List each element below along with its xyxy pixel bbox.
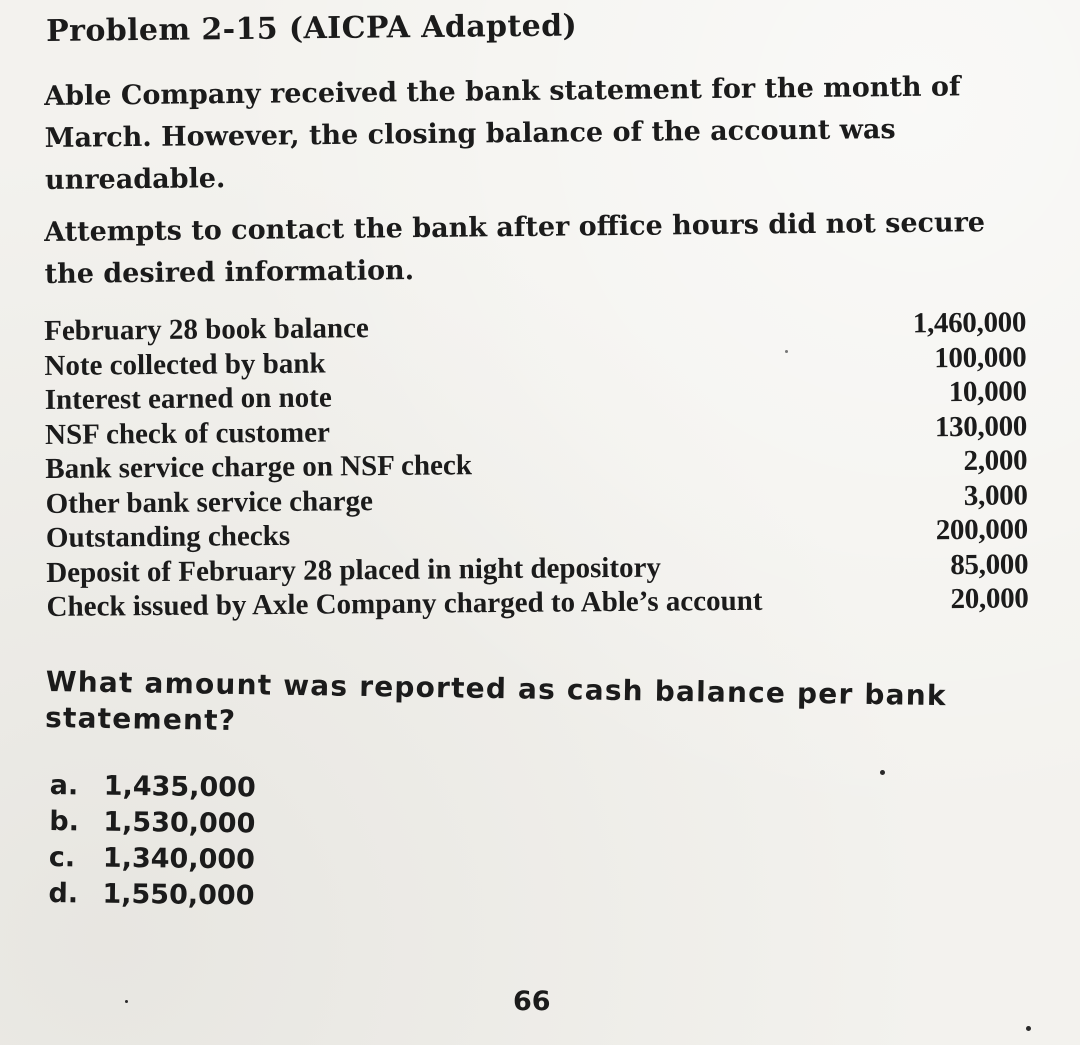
choice-value: 1,435,000 (103, 770, 256, 804)
intro-paragraph-2: Attempts to contact the bank after office hours did not secure the desired information. (44, 207, 986, 290)
item-label: Other bank service charge (45, 484, 374, 520)
data-items-list (44, 305, 1029, 624)
item-label: Bank service charge on NSF check (45, 449, 473, 485)
item-amount: 2,000 (963, 444, 1028, 477)
item-amount: 3,000 (963, 478, 1028, 512)
answer-choice-a (50, 768, 256, 807)
item-amount: 1,460,000 (912, 306, 1027, 340)
choice-value: 1,340,000 (102, 842, 256, 876)
item-amount: 100,000 (934, 340, 1027, 374)
print-speck (880, 770, 885, 775)
choice-value: 1,550,000 (102, 878, 255, 912)
choice-letter: b. (49, 805, 80, 838)
print-speck (125, 1000, 128, 1003)
page-number: 66 (513, 986, 551, 1017)
data-item (46, 581, 1028, 624)
item-amount: 200,000 (935, 513, 1029, 547)
item-label: Deposit of February 28 placed in night depository (46, 551, 662, 589)
problem-title: Problem 2-15 (AICPA Adapted) (46, 8, 578, 49)
item-label: February 28 book balance (44, 312, 369, 347)
choice-letter: d. (48, 877, 79, 910)
item-amount: 20,000 (950, 582, 1029, 616)
item-label: Check issued by Axle Company charged to Able’s account (46, 584, 763, 623)
answer-choice-d (48, 876, 254, 915)
answer-choice-c (49, 840, 255, 879)
answer-choice-b (49, 804, 255, 843)
print-speck (1026, 1026, 1031, 1031)
question-text: What amount was reported as cash balance per bank statement? (44, 664, 947, 737)
print-speck (785, 350, 788, 353)
item-amount: 85,000 (950, 547, 1029, 581)
item-label: Outstanding checks (45, 519, 291, 554)
item-label: NSF check of customer (44, 416, 331, 451)
item-amount: 130,000 (934, 409, 1028, 443)
choice-letter: a. (49, 769, 79, 802)
item-label: Interest earned on note (44, 381, 332, 416)
answer-choices (48, 768, 256, 915)
choice-value: 1,530,000 (103, 806, 256, 840)
item-amount: 10,000 (948, 375, 1027, 409)
choice-letter: c. (48, 841, 76, 874)
item-label: Note collected by bank (44, 347, 326, 382)
intro-paragraph-1: Able Company received the bank statement for the month of March. However, the closing balance of the account was unreadable. (44, 71, 961, 196)
